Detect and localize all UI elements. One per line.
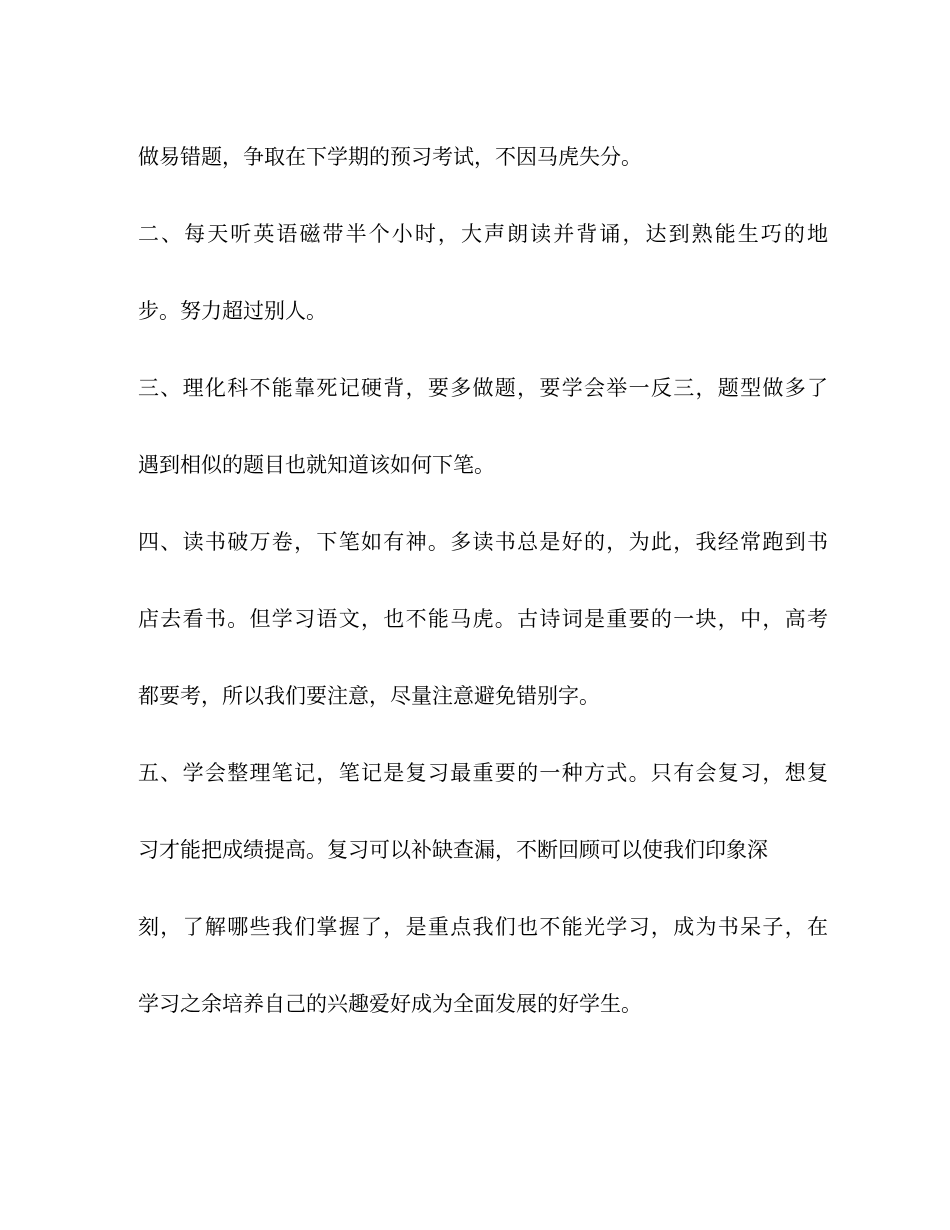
text-line: 五、学会整理笔记，笔记是复习最重要的一种方式。只有会复习，想复 — [138, 761, 828, 785]
text-line: 都要考，所以我们要注意，尽量注意避免错别字。 — [138, 684, 600, 708]
text-line: 步。努力超过别人。 — [138, 299, 327, 323]
text-line: 学习之余培养自己的兴趣爱好成为全面发展的好学生。 — [138, 992, 642, 1016]
text-line: 店去看书。但学习语文，也不能马虎。古诗词是重要的一块，中，高考 — [138, 607, 828, 631]
text-line: 三、理化科不能靠死记硬背，要多做题，要学会举一反三，题型做多了 — [138, 376, 828, 400]
text-line: 四、读书破万卷，下笔如有神。多读书总是好的，为此，我经常跑到书 — [138, 530, 828, 554]
text-line: 遇到相似的题目也就知道该如何下笔。 — [138, 453, 495, 477]
text-line: 做易错题，争取在下学期的预习考试，不因马虎失分。 — [138, 145, 642, 169]
text-line: 二、每天听英语磁带半个小时，大声朗读并背诵，达到熟能生巧的地 — [138, 222, 828, 246]
text-line: 习才能把成绩提高。复习可以补缺查漏，不断回顾可以使我们印象深 — [138, 838, 768, 862]
document-body — [138, 137, 828, 1061]
text-line: 刻，了解哪些我们掌握了，是重点我们也不能光学习，成为书呆子，在 — [138, 915, 828, 939]
